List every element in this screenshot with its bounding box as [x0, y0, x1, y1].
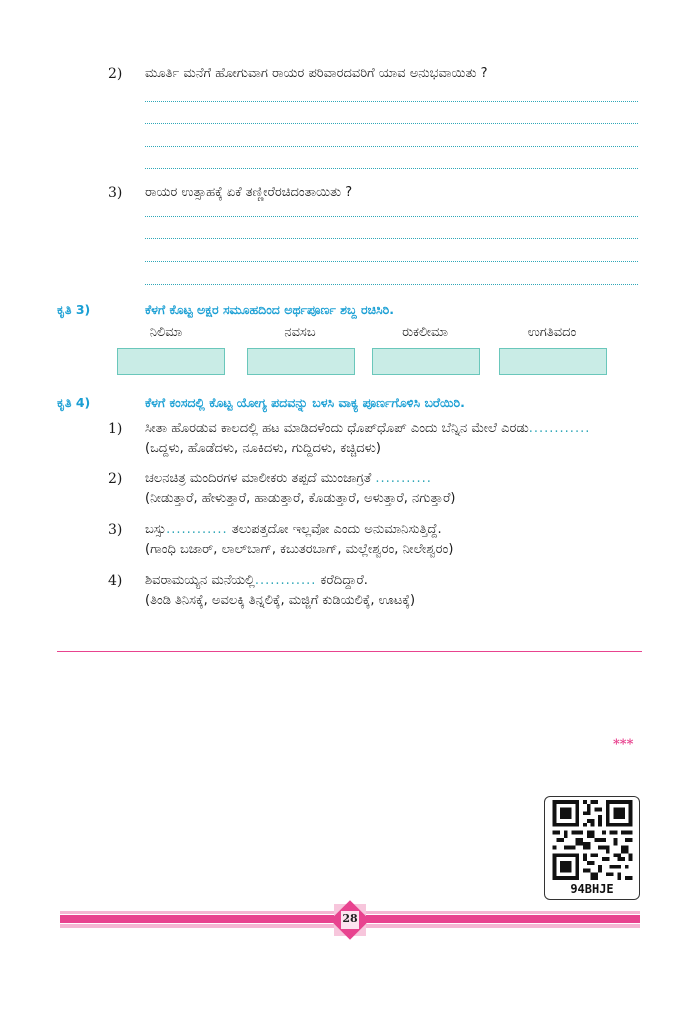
jumbled-word: ಉಗತಿವದಂ — [527, 325, 577, 340]
jumbled-word: ನಿಲಿಮಾ — [149, 325, 183, 340]
word-options: (ತಿಂಡಿ ತಿನಿಸಕ್ಕೆ, ಅವಲಕ್ಕಿ ತಿನ್ನಲಿಕ್ಕೆ, ಮಜ್ಜಿಗೆ ಕುಡಿಯಲಿಕ್ಕೆ, ಊಟಕ್ಕೆ) — [145, 593, 416, 608]
sentence-text: ಕರೆದಿದ್ದಾರೆ. — [316, 573, 368, 588]
question-text: ಮೂರ್ತಿ ಮನೆಗೆ ಹೋಗುವಾಗ ರಾಯರ ಪರಿವಾರದವರಿಗೆ ಯಾವ ಅನುಭವಾಯಿತು ? — [145, 66, 488, 81]
qr-code[interactable] — [544, 796, 640, 900]
sentence-text: ಸೀತಾ ಹೊರಡುವ ಕಾಲದಲ್ಲಿ ಹಟ ಮಾಡಿದಳೆಂದು ಧೊಪ್‌ಧೊಪ್ ಎಂದು ಬೆನ್ನಿನ ಮೇಲೆ ಎರಡು — [145, 421, 529, 436]
item-number: 4) — [108, 573, 123, 589]
question-text: ರಾಯರ ಉತ್ಸಾಹಕ್ಕೆ ಏಕೆ ತಣ್ಣೀರೆರಚಿದಂತಾಯಿತು ? — [145, 185, 353, 200]
answer-line[interactable] — [145, 101, 638, 102]
sentence-text: ಬಸ್ಸು — [145, 522, 167, 537]
answer-box[interactable] — [372, 348, 480, 375]
fill-blank[interactable]: ............ — [528, 421, 591, 436]
sentence — [145, 573, 368, 588]
answer-line[interactable] — [145, 284, 638, 285]
word-options: (ಒದ್ದಳು, ಹೊಡೆದಳು, ನೂಕಿದಳು, ಗುದ್ದಿದಳು, ಕಚ್ಚಿದಳು) — [145, 441, 381, 456]
answer-line[interactable] — [145, 123, 638, 124]
word-options: (ಗಾಂಧಿ ಬಜಾರ್, ಲಾಲ್‌ಬಾಗ್, ಕಬುತರಬಾಗ್, ಮಲ್ಲೇಶ್ವರಂ, ನೀಲೇಶ್ವರಂ) — [145, 542, 454, 557]
question-number: 3) — [108, 185, 123, 201]
qr-code-icon — [546, 800, 639, 880]
sentence — [145, 522, 442, 537]
page-number: 28 — [342, 912, 358, 925]
answer-box[interactable] — [247, 348, 355, 375]
question-number: 2) — [108, 66, 123, 82]
item-number: 1) — [108, 421, 123, 437]
fill-blank[interactable]: ............ — [254, 573, 317, 588]
answer-line[interactable] — [145, 261, 638, 262]
page-number-badge — [334, 904, 366, 936]
sentence-text: ಶಿವರಾಮಯ್ಯನ ಮನೆಯಲ್ಲಿ — [145, 573, 255, 588]
word-options: (ನೀಡುತ್ತಾರೆ, ಹೇಳುತ್ತಾರೆ, ಹಾಡುತ್ತಾರೆ, ಕೊಡುತ್ತಾರೆ, ಅಳುತ್ತಾರೆ, ನಗುತ್ತಾರೆ) — [145, 491, 456, 506]
sentence — [145, 421, 590, 436]
jumbled-word: ನವಸಬ — [284, 325, 316, 340]
item-number: 2) — [108, 471, 123, 487]
sentence — [145, 471, 432, 486]
section-divider — [57, 651, 642, 652]
answer-box[interactable] — [499, 348, 607, 375]
activity-instruction: ಕೆಳಗೆ ಕಂಸದಲ್ಲಿ ಕೊಟ್ಟ ಯೋಗ್ಯ ಪದವನ್ನು ಬಳಸಿ ವಾಕ್ಯ ಪೂರ್ಣಗೊಳಿಸಿ ಬರೆಯಿರಿ. — [145, 395, 465, 410]
fill-blank[interactable]: ........... — [375, 471, 432, 486]
answer-line[interactable] — [145, 238, 638, 239]
activity-label: ಕೃತಿ 3) — [57, 302, 91, 317]
activity-instruction: ಕೆಳಗೆ ಕೊಟ್ಟ ಅಕ್ಷರ ಸಮೂಹದಿಂದ ಅರ್ಥಪೂರ್ಣ ಶಬ್ದ ರಚಿಸಿರಿ. — [145, 302, 394, 317]
answer-line[interactable] — [145, 216, 638, 217]
jumbled-word: ರುಕಲೀಮಾ — [402, 325, 448, 340]
answer-line[interactable] — [145, 168, 638, 169]
answer-line[interactable] — [145, 146, 638, 147]
qr-code-label: 94BHJE — [570, 882, 614, 896]
sentence-text: ಚಲನಚಿತ್ರ ಮಂದಿರಗಳ ಮಾಲೀಕರು ತಪ್ಪದೆ ಮುಂಜಾಗ್ರತೆ — [145, 471, 376, 486]
item-number: 3) — [108, 522, 123, 538]
fill-blank[interactable]: ............ — [166, 522, 228, 537]
answer-box[interactable] — [117, 348, 225, 375]
activity-label: ಕೃತಿ 4) — [57, 395, 91, 410]
sentence-text: ತಲುಪತ್ತದೋ ಇಲ್ಲವೋ ಎಂದು ಅನುಮಾನಿಸುತ್ತಿದ್ದೆ. — [227, 522, 442, 537]
end-stars: *** — [613, 737, 634, 752]
